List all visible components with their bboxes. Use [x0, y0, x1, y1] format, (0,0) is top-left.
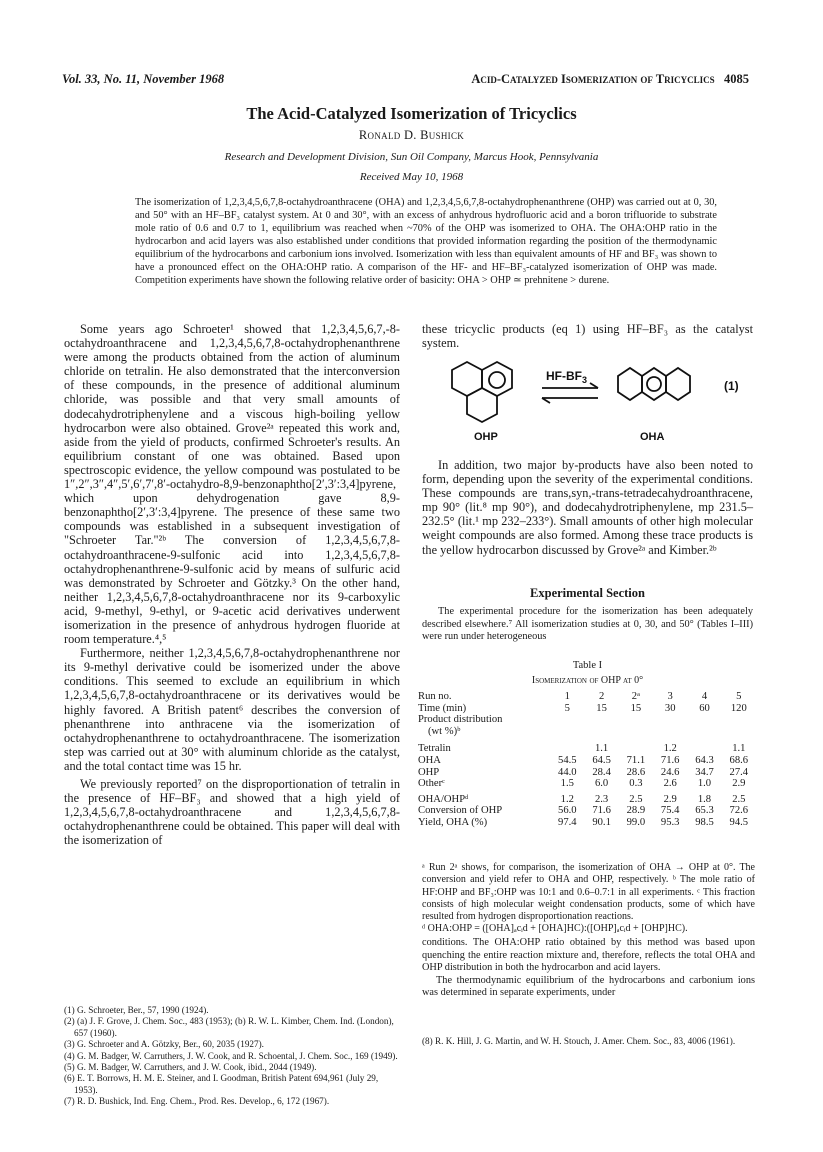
table-cell: 1: [564, 691, 570, 702]
table-row-label: Conversion of OHP: [418, 805, 503, 817]
table-cell: [550, 743, 584, 755]
table-cell: 1.1: [732, 743, 746, 755]
table-row-label: (wt %)ᵇ: [428, 725, 461, 737]
running-header-title: [471, 72, 749, 87]
table-cell: 28.9: [626, 805, 646, 817]
table-cell: 2.3: [594, 793, 609, 805]
oha-ring-right: [666, 368, 690, 400]
footnotes-right: [422, 1036, 755, 1047]
table-cell: 15: [630, 702, 642, 714]
table-row-label: Run no.: [418, 691, 452, 702]
table-cell: 56.0: [558, 805, 577, 817]
equation-number: (1): [724, 379, 739, 393]
table-cell: 1.2: [663, 743, 677, 755]
ohp-aromatic-circle: [489, 372, 505, 388]
table-row-label: Tetralin: [418, 743, 451, 755]
paragraph: The thermodynamic equilibrium of the hydrocarbons and carbonium ions was determined in separate experiments, under: [422, 974, 755, 998]
table-cell: 34.7: [695, 766, 714, 778]
table-cell: 2.9: [732, 778, 746, 790]
table-cell: 28.4: [592, 766, 611, 778]
table-cell: 1.2: [560, 793, 574, 805]
table-cell: 1.0: [697, 778, 712, 790]
table-cell: 1.8: [697, 793, 712, 805]
paragraph: Furthermore, neither 1,2,3,4,5,6,7,8-octahydrophenanthrene nor its 9-methyl derivative could be isomerized under the above conditions. This seemed to exclude an equilibrium in which 1,2,3,4,5,6,7,8-octahydroanthracene or its derivatives would be highly favored. A British patent⁶ describes the conversion of phenanthrene into anthracene via the isomerization of octahydrophenanthrene to octahydroanthracene. The isomerization step was carried out at 30° with aluminum chloride as the catalyst, and the total contact time was 15 hr.: [64, 646, 400, 773]
scheme-catalyst: $HF-BF_3$: [546, 369, 588, 385]
abstract: The isomerization of 1,2,3,4,5,6,7,8-octahydroanthracene (OHA) and 1,2,3,4,5,6,7,8-octahydrophenanthrene (OHP) was carried out at 0, 30, and 50° with an HF–BF₃ catalyst system. At 0 and 30°, with an excess of anhydrous hydrofluoric acid and a boron trifluoride to substrate mole ratio of 0.6 and 0.7 to 1, equilibrium was reached when ~70% of the OHP was isomerized to OHA. The OHA:OHP ratio in the hydrocarbon and acid layers was also established under conditions that provided information regarding the position of the thermodynamic equilibrium of the hydrocarbons and carbonium ions involved. Isomerization with less than equivalent amounts of HF and BF₃ was shown to have a pronounced effect on the OHA:OHP ratio. A comparison of the HF- and HF–BF₃-catalyzed isomerization of OHP was made. Competition experiments have shown the following relative order of basicity: OHA > OHP ≃ prehnitene > durene.: [135, 197, 717, 286]
page-number: 4085: [724, 72, 749, 86]
table-cell: 71.6: [592, 805, 611, 817]
table-cell: 90.1: [592, 816, 611, 828]
table-row-label: Product distribution: [418, 714, 503, 726]
table-cell: 2.5: [629, 793, 643, 805]
paragraph: Some years ago Schroeter¹ showed that 1,2,3,4,5,6,7,-8-octahydroanthracene and 1,2,3,4,5,6,7,8-octahydrophenanthrene were among the products obtained from the action of aluminum chloride on tetralin. He also demonstrated that the interconversion of these compounds, in the presence of additional aluminum chloride, was possible and that very small amounts of dodecahydrotriphenylene and a viscous high-boiling yellow hydrocarbon were also obtained. Grove²ᵃ repeated this work and, aside from the yield of products, confirmed Schroeter's results. An equilibrium constant of one was obtained. Based upon spectroscopic evidence, the yellow compound was postulated to be 1″,2″,3″,4″,5′,6′,7′,8′-octahydro-8,9-benzonaphtho[2′,3′:3,4]pyrene, which upon dehydrogenation gave 8,9-benzonaphtho[2′,3′:3,4]pyrene. The presence of these same two compounds was established in a subsequent investigation of "Schroeter Tar."²ᵇ The conversion of 1,2,3,4,5,6,7,8-octahydroanthracene-9-sulfonic acid into 1,2,3,4,5,6,7,8-octahydrophenanthrene-9-sulfonic acid by means of sulfuric acid was demonstrated by Schroeter and Götzky.³ On the other hand, neither 1,2,3,4,5,6,7,8-octahydroanthracene nor its 9-carboxylic acid, 9-methyl, 9-ethyl, or 9-acetic acid derivatives underwent isomerization in the presence of anhydrous hydrogen fluoride at room temperature.⁴,⁵: [64, 322, 400, 647]
table-row: [416, 726, 756, 738]
table-cell: 120: [730, 702, 747, 714]
paragraph: In addition, two major by-products have also been noted to form, depending upon the severity of the experimental conditions. These compounds are trans,syn,-trans-tetradecahydroanthracene, mp 90° (lit.⁸ mp 90°), and dodecahydrotriphenylene, mp 231.5–232.5° (lit.¹ mp 232–233°). Small amounts of other high molecular weight compounds are also formed. Among these trace products is the yellow hydrocarbon discussed by Grove²ᵃ and Kimber.²ᵇ: [422, 458, 753, 557]
table-row: [416, 767, 756, 779]
table-note: ᵃ Run 2ᵃ shows, for comparison, the isomerization of OHA → OHP at 0°. The conversion and yield refer to OHA and OHP, respectively. ᵇ The mole ratio of HF:OHP and BF₃:OHP was 10:1 and 0.6–0.7:1 in all experiments. ᶜ This fraction consists of high molecular weight condensation products, some of which have resulted from hydrogen disproportionation reactions.: [422, 862, 755, 923]
ohp-ring-bottom: [467, 388, 497, 422]
paragraph: conditions. The OHA:OHP ratio obtained by this method was based upon quenching the entire reaction mixture and, therefore, reflects the total OHA and OHP distribution in both the hydrocarbon and acid layers.: [422, 937, 755, 973]
table-cell: 71.1: [626, 754, 646, 766]
footnote: (3) G. Schroeter and A. Götzky, Ber., 60, 2035 (1927).: [64, 1039, 264, 1050]
table-row: [416, 714, 756, 726]
paragraph: The experimental procedure for the isomerization has been adequately described elsewhere.⁷ All isomerization studies at 0, 30, and 50° (Tables I–III) were run under heterogeneous: [422, 606, 753, 642]
table-cell: 72.6: [729, 805, 749, 817]
footnote: (8) R. K. Hill, J. G. Martin, and W. H. Stouch, J. Amer. Chem. Soc., 83, 4006 (1961).: [422, 1036, 736, 1046]
section-heading: Experimental Section: [530, 586, 645, 600]
table-cell: 64.3: [695, 754, 714, 766]
table-cell: 30: [664, 702, 676, 714]
author-affiliation: Research and Development Division, Sun Oil Company, Marcus Hook, Pennsylvania: [224, 151, 599, 163]
scheme-drawing: [422, 358, 762, 448]
footnotes-left: [64, 1005, 400, 1108]
paragraph: We previously reported⁷ on the disproportionation of tetralin in the presence of HF–BF₃ and showed that a high yield of 1,2,3,4,5,6,7,8-octahydroanthracene and 1,2,3,4,5,6,7,8-octahydrophenanthrene could be obtained. This paper will deal with the isomerization of: [64, 777, 400, 848]
table-row: [416, 817, 756, 829]
table-cell: 2ᵃ: [631, 691, 640, 702]
table-cell: [687, 743, 721, 755]
table-cell: 15: [596, 702, 607, 714]
table-cell: 94.5: [729, 816, 749, 828]
table-cell: 97.4: [558, 816, 577, 828]
right-column-paragraph: [422, 458, 753, 557]
table-cell: 64.5: [592, 754, 611, 766]
footnote: (5) G. M. Badger, W. Carruthers, and J. W. Cook, ibid., 2044 (1949).: [64, 1062, 317, 1073]
table-cell: 98.5: [695, 816, 714, 828]
table-cell: 2.5: [732, 793, 746, 805]
table-row-label: Time (min): [418, 702, 467, 714]
table-row: [416, 755, 756, 767]
footnote: (7) R. D. Bushick, Ind. Eng. Chem., Prod. Res. Develop., 6, 172 (1967).: [64, 1096, 330, 1107]
table-cell: 95.3: [660, 816, 680, 828]
table-cell: 28.6: [626, 766, 646, 778]
table-cell: 2: [598, 691, 605, 702]
right-column-intro: these tricyclic products (eq 1) using HF–BF₃ as the catalyst system.: [422, 322, 753, 351]
table-cell: 65.3: [695, 805, 714, 817]
table-cell: 68.6: [729, 754, 749, 766]
left-column: [64, 322, 400, 847]
reaction-scheme: [422, 358, 762, 448]
table-row: [416, 805, 756, 817]
table-cell: 6.0: [594, 778, 609, 790]
table-cell: 1.5: [560, 778, 574, 790]
table-cell: 54.5: [558, 754, 577, 766]
footnote: (1) G. Schroeter, Ber., 57, 1990 (1924).: [64, 1005, 209, 1015]
table-subtitle: Isomerization of OHP at 0°: [531, 675, 644, 686]
experimental-paragraph: [422, 606, 753, 644]
table-row: [416, 794, 756, 806]
table-title: Table I: [572, 660, 603, 671]
oha-ring-middle: [642, 368, 666, 400]
table-row-label: Otherᶜ: [418, 778, 445, 790]
table-row: [416, 703, 756, 715]
scheme-label-ohp: OHP: [474, 431, 498, 443]
scheme-label-oha: OHA: [640, 431, 665, 443]
experimental-continuation: [422, 937, 755, 1000]
table-notes: [422, 862, 755, 936]
table-row: [416, 778, 756, 790]
running-header-short-title: Acid-Catalyzed Isomerization of Tricyclics: [471, 72, 715, 86]
data-table: [416, 691, 756, 829]
table-cell: 60: [699, 702, 710, 714]
article-title: The Acid-Catalyzed Isomerization of Tricyclics: [246, 104, 577, 123]
table-row-label: OHP: [418, 766, 440, 778]
table-row-label: OHA: [418, 754, 441, 766]
oha-aromatic-circle: [647, 377, 661, 391]
received-date: Received May 10, 1968: [359, 171, 464, 183]
oha-ring-left: [618, 368, 642, 400]
table-row-label: Yield, OHA (%): [418, 816, 488, 828]
table-cell: 5: [564, 702, 570, 714]
table-cell: 44.0: [558, 766, 577, 778]
table-row: [416, 691, 756, 703]
table-cell: 27.4: [729, 766, 749, 778]
table-cell: 71.6: [660, 754, 680, 766]
table-cell: 0.3: [629, 778, 643, 790]
table-cell: 2.9: [663, 793, 677, 805]
table-cell: 75.4: [660, 805, 680, 817]
table-cell: 5: [736, 691, 742, 702]
footnote: (4) G. M. Badger, W. Carruthers, J. W. Cook, and R. Schoental, J. Chem. Soc., 169 (1949).: [64, 1050, 398, 1061]
author-name: Ronald D. Bushick: [358, 128, 465, 142]
table-row: [416, 743, 756, 755]
table-note: ᵈ OHA:OHP = ([OHA]ₐcᵢd + [OHA]HC):([OHP]ₐcᵢd + [OHP]HC).: [422, 923, 688, 935]
table-cell: [619, 743, 653, 755]
footnote: (6) E. T. Borrows, H. M. E. Steiner, and I. Goodman, British Patent 694,961 (July 29, 1953).: [64, 1073, 379, 1095]
footnote: (2) (a) J. F. Grove, J. Chem. Soc., 483 (1953); (b) R. W. L. Kimber, Chem. Ind. (London), 657 (1960).: [64, 1016, 394, 1038]
table-cell: 1.1: [594, 743, 609, 755]
running-header-journal: Vol. 33, No. 11, November 1968: [62, 72, 225, 86]
table-cell: 99.0: [626, 816, 646, 828]
table-cell: 3: [667, 691, 673, 702]
table-cell: 2.6: [663, 778, 677, 790]
table-row-label: OHA/OHPᵈ: [418, 793, 469, 805]
table-cell: 4: [701, 691, 708, 702]
table-cell: 24.6: [660, 766, 680, 778]
